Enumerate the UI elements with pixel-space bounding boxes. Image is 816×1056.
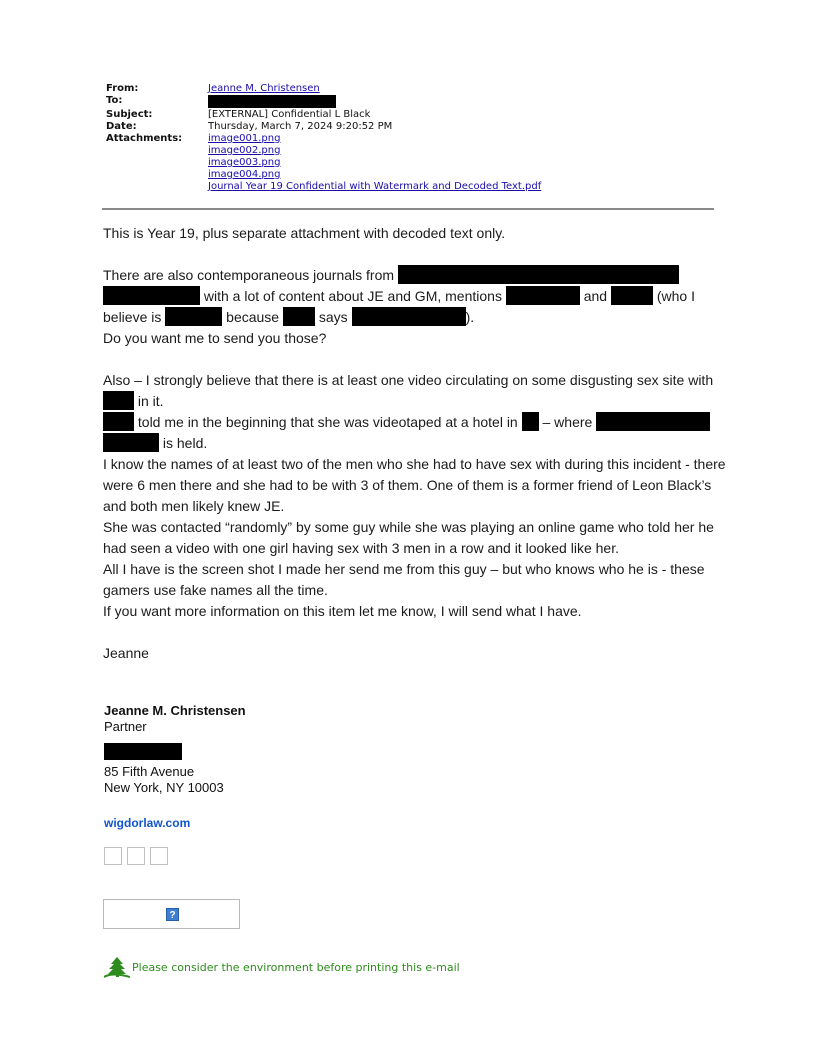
- paragraph-line: I know the names of at least two of the men who she had to have sex with during this incident - there: [103, 456, 726, 472]
- date-row: [106, 121, 541, 133]
- redaction: [596, 412, 710, 431]
- paragraph-line: had seen a video with one girl having sex with 3 men in a row and it looked like her.: [103, 540, 619, 556]
- text: There are also contemporaneous journals from: [103, 267, 395, 283]
- email-body: [103, 223, 726, 664]
- paragraph-line: [103, 265, 723, 286]
- from-label: From:: [106, 83, 139, 94]
- attachment-link[interactable]: image002.png: [208, 145, 281, 156]
- redaction: [398, 265, 679, 284]
- paragraph-line: [103, 391, 723, 412]
- date-value: Thursday, March 7, 2024 9:20:52 PM: [208, 121, 393, 132]
- text: is held.: [162, 435, 208, 451]
- paragraph: This is Year 19, plus separate attachment with decoded text only.: [103, 225, 506, 241]
- broken-image-icon: ?: [166, 908, 179, 921]
- paragraph-line: and both men likely knew JE.: [103, 498, 285, 514]
- address-line: New York, NY 10003: [104, 780, 224, 795]
- redaction: [611, 286, 653, 305]
- website-link[interactable]: wigdorlaw.com: [104, 816, 191, 830]
- paragraph-line: All I have is the screen shot I made her send me from this guy – but who knows who he is - these: [103, 561, 705, 577]
- redaction-to: [208, 95, 336, 108]
- attachment-link[interactable]: image003.png: [208, 157, 281, 168]
- subject-row: [106, 109, 541, 121]
- text: and: [583, 288, 608, 304]
- redaction: [165, 307, 222, 326]
- paragraph-line: gamers use fake names all the time.: [103, 582, 328, 598]
- date-label: Date:: [106, 121, 137, 132]
- redaction: [522, 412, 539, 431]
- paragraph-line: [103, 412, 723, 433]
- attachments-list: [208, 133, 541, 193]
- paragraph-line: were 6 men there and she had to be with 3 of them. One of them is a former friend of Leon Black’s: [103, 477, 712, 493]
- redaction: [283, 307, 315, 326]
- redaction: [103, 412, 134, 431]
- subject-value: [EXTERNAL] Confidential L Black: [208, 109, 371, 120]
- text: with a lot of content about JE and GM, mentions: [203, 288, 502, 304]
- text: in it.: [137, 393, 164, 409]
- paragraph-line: She was contacted “randomly” by some guy while she was playing an online game who told her he: [103, 519, 714, 535]
- attachment-link[interactable]: image001.png: [208, 133, 281, 144]
- redaction: [506, 286, 580, 305]
- paragraph-line: [103, 307, 723, 328]
- text: says: [318, 309, 348, 325]
- paragraph-line: Do you want me to send you those?: [103, 330, 327, 346]
- redaction: [103, 286, 200, 305]
- text: told me in the beginning that she was videotaped at a hotel in: [137, 414, 518, 430]
- paragraph-line: If you want more information on this item let me know, I will send what I have.: [103, 603, 582, 619]
- attachment-link[interactable]: Journal Year 19 Confidential with Watermark and Decoded Text.pdf: [208, 181, 542, 192]
- attachment-link[interactable]: image004.png: [208, 169, 281, 180]
- social-icon-placeholder[interactable]: [127, 847, 145, 865]
- text: ).: [465, 309, 475, 325]
- signature-title: Partner: [104, 719, 147, 734]
- paragraph-line: Also – I strongly believe that there is at least one video circulating on some disgusting sex site with: [103, 372, 714, 388]
- header-divider: [102, 208, 714, 210]
- subject-label: Subject:: [106, 109, 153, 120]
- redaction: [103, 391, 134, 410]
- closing: Jeanne: [103, 645, 149, 661]
- from-link[interactable]: Jeanne M. Christensen: [208, 83, 320, 94]
- text: (who I: [656, 288, 695, 304]
- broken-image-placeholder: [103, 899, 240, 929]
- tree-icon: [104, 956, 130, 978]
- email-header: [106, 83, 541, 193]
- social-icon-placeholder[interactable]: [150, 847, 168, 865]
- attachments-label: Attachments:: [106, 133, 183, 144]
- redaction: [103, 433, 159, 452]
- text: because: [226, 309, 280, 325]
- social-icon-placeholder[interactable]: [104, 847, 122, 865]
- paragraph-line: [103, 286, 723, 307]
- redaction: [352, 307, 466, 326]
- text: – where: [542, 414, 593, 430]
- redaction: [104, 743, 182, 760]
- social-icons: [104, 847, 168, 865]
- environment-note: [104, 956, 460, 978]
- text: believe is: [103, 309, 162, 325]
- signature-block: [104, 703, 246, 796]
- from-row: [106, 83, 541, 95]
- address-line: 85 Fifth Avenue: [104, 764, 195, 779]
- signature-name: Jeanne M. Christensen: [104, 703, 246, 718]
- to-row: [106, 95, 541, 109]
- environment-text: Please consider the environment before printing this e-mail: [132, 960, 460, 974]
- to-label: To:: [106, 95, 123, 106]
- paragraph-line: [103, 433, 723, 454]
- attachments-row: [106, 133, 541, 193]
